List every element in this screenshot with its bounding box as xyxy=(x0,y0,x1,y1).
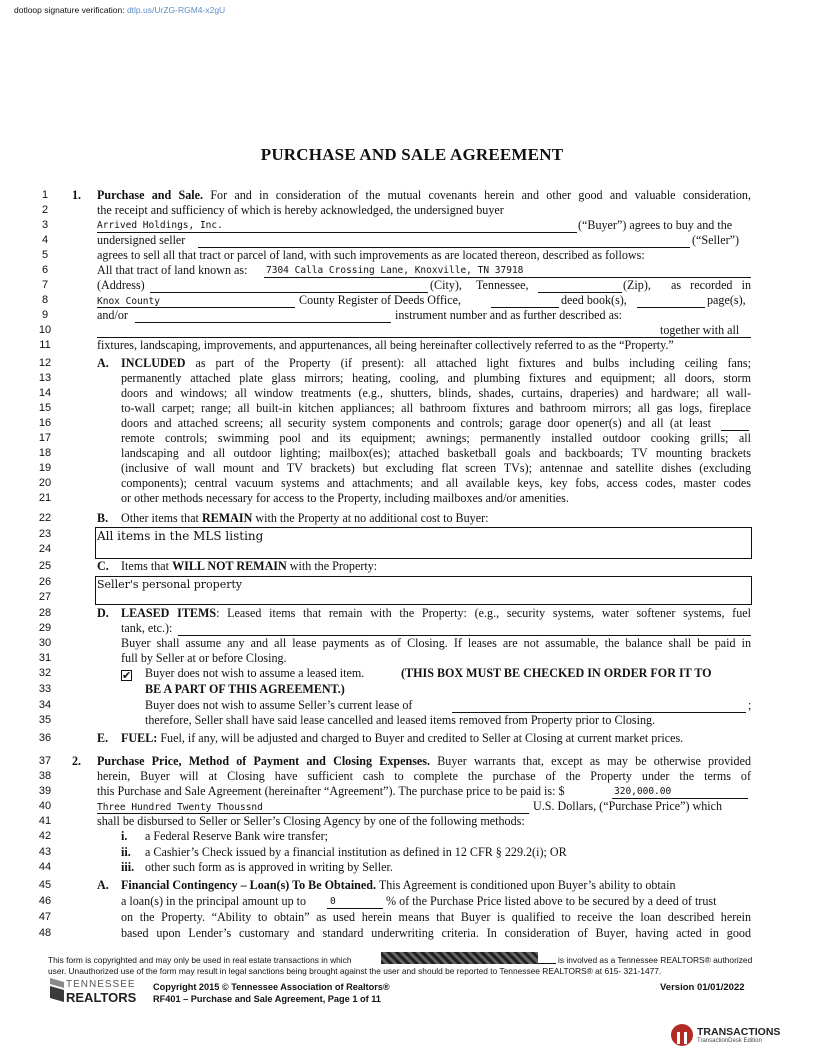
instrument-label: instrument number and as further described as: xyxy=(395,308,623,322)
line-number: 20 xyxy=(38,477,52,489)
buyer-suffix: (“Buyer”) agrees to buy and the xyxy=(578,218,733,232)
logo-line-1: TENNESSEE xyxy=(66,979,136,990)
address-label: (Address) xyxy=(97,278,145,292)
line-number: 27 xyxy=(38,591,52,603)
financial-line-2b: % of the Purchase Price listed above to be secured by a deed of trust xyxy=(386,894,717,908)
seller-prefix: undersigned seller xyxy=(97,233,186,247)
line-number: 42 xyxy=(38,830,52,842)
section-d-line-6: BE A PART OF THIS AGREEMENT.) xyxy=(145,682,345,696)
section-2-number: 2. xyxy=(72,754,82,768)
payment-method-text: other such form as is approved in writing by Seller. xyxy=(145,860,393,874)
payment-method-text: a Federal Reserve Bank wire transfer; xyxy=(145,829,329,843)
transactions-logo-icon xyxy=(671,1024,693,1046)
form-identifier: RF401 – Purchase and Sale Agreement, Page 1 of 11 xyxy=(153,994,381,1004)
section-b-bold: REMAIN xyxy=(201,511,253,525)
line-number: 3 xyxy=(41,219,49,231)
section-a-line: landscaping and all outdoor lighting; mailbox(es); attached basketball goals and backboards; TV mounting brackets xyxy=(121,446,751,460)
section-d-line-1-text: : Leased items that remain with the Property: (e.g., security systems, water softener systems, fuel xyxy=(216,606,751,620)
section-1-number: 1. xyxy=(72,188,82,202)
section-d-letter: D. xyxy=(97,606,109,620)
financial-line-1 xyxy=(121,878,676,893)
page-title: PURCHASE AND SALE AGREEMENT xyxy=(260,145,564,164)
line-number: 39 xyxy=(38,785,52,797)
loan-percent-field[interactable] xyxy=(327,908,383,909)
line-number: 44 xyxy=(38,861,52,873)
remain-items-value: All items in the MLS listing xyxy=(97,529,264,543)
section-2-line-2: herein, Buyer will at Closing have sufficient cash to complete the purchase of the Property under the terms of xyxy=(97,769,751,783)
payment-method-number: i. xyxy=(121,829,128,843)
section-b-letter: B. xyxy=(97,511,109,525)
not-remain-items-value: Seller's personal property xyxy=(97,578,243,591)
section-a-line: remote controls; swimming pool and its equipment; awnings; permanently installed outdoor cooking grills; all xyxy=(121,431,751,445)
line-number: 8 xyxy=(41,294,49,306)
line-number: 47 xyxy=(38,911,52,923)
line-number: 13 xyxy=(38,372,52,384)
section-1-text: For and in consideration of the mutual covenants herein and other good and valuable consideration, xyxy=(210,188,751,202)
financial-line-3: on the Property. “Ability to obtain” as used herein means that Buyer is qualified to receive the loan described herein xyxy=(121,910,751,924)
unauthorized-use-notice: user. Unauthorized use of the form may result in legal sanctions being brought against the user and should be reported to Tennessee REALTORS® at 615- 321-1477. xyxy=(48,966,662,976)
section-a-line: doors and windows; all window treatments (e.g., shutters, blinds, shades, curtains, draperies) and hardware; all wall- xyxy=(121,386,751,400)
section-d-line-3: Buyer shall assume any and all lease payments as of Closing. If leases are not assumable, the balance shall be paid in xyxy=(121,636,751,650)
section-d-line-5b: (THIS BOX MUST BE CHECKED IN ORDER FOR IT TO xyxy=(401,666,712,680)
line-number: 45 xyxy=(38,879,52,891)
line-number: 30 xyxy=(38,637,52,649)
section-1-heading: Purchase and Sale. xyxy=(97,188,204,202)
line-number: 18 xyxy=(38,447,52,459)
verification-label: dotloop signature verification: xyxy=(14,5,125,15)
section-a-line: doors and attached screens; all security system components and controls; garage door opener(s) and all (at least xyxy=(121,416,711,430)
financial-letter: A. xyxy=(97,878,109,892)
section-a-line-text: as part of the Property (if present): all attached light fixtures and bulbs including ceiling fans; xyxy=(195,356,751,370)
line-number: 16 xyxy=(38,417,52,429)
city-label: (City), xyxy=(430,278,462,292)
deed-label: deed book(s), xyxy=(561,293,627,307)
section-2-line-5: shall be disbursed to Seller or Seller’s Closing Agency by one of the following methods: xyxy=(97,814,525,828)
line-number: 12 xyxy=(38,357,52,369)
transactions-subtitle: TransactionDesk Edition xyxy=(697,1038,762,1044)
section-c-before: Items that xyxy=(121,559,170,573)
form-version: Version 01/01/2022 xyxy=(660,982,745,993)
tennessee-realtors-logo-icon xyxy=(50,978,64,1002)
leased-item-checkbox[interactable]: ✔ xyxy=(122,669,132,682)
state-label: Tennessee, xyxy=(476,278,529,292)
line-number: 5 xyxy=(41,249,49,261)
line-number: 10 xyxy=(38,324,52,336)
line-number: 48 xyxy=(38,927,52,939)
section-a-heading: INCLUDED xyxy=(121,356,186,370)
page-field[interactable] xyxy=(637,307,705,308)
section-e-text xyxy=(121,731,683,746)
section-a-line xyxy=(121,356,751,371)
financial-heading: Financial Contingency – Loan(s) To Be Obtained. xyxy=(121,878,377,892)
financial-line-1-text: This Agreement is conditioned upon Buyer’s ability to obtain xyxy=(378,878,676,892)
line-number: 22 xyxy=(38,512,52,524)
line-number: 14 xyxy=(38,387,52,399)
section-d-line-7: Buyer does not wish to assume Seller’s current lease of xyxy=(145,698,413,712)
section-b-before: Other items that xyxy=(121,511,199,525)
section-b-after: with the Property at no additional cost to Buyer: xyxy=(255,511,489,525)
section-d-line-2: tank, etc.): xyxy=(121,621,173,635)
line-number: 29 xyxy=(38,622,52,634)
section-c-letter: C. xyxy=(97,559,109,573)
price-words-value: Three Hundred Twenty Thoussnd xyxy=(97,802,263,813)
line-number: 38 xyxy=(38,770,52,782)
licensee-field xyxy=(538,963,556,964)
section-2-heading: Purchase Price, Method of Payment and Closing Expenses. xyxy=(97,754,430,768)
verification-link[interactable]: dtlp.us/UrZG-RGM4-x2gU xyxy=(126,5,226,15)
financial-line-4: based upon Lender’s customary and standard underwriting criteria. In consideration of Buyer, having acted in good xyxy=(121,926,751,940)
line-number: 28 xyxy=(38,607,52,619)
section-d-heading: LEASED ITEMS xyxy=(121,606,217,620)
section-e-letter: E. xyxy=(97,731,109,745)
line-number: 25 xyxy=(38,560,52,572)
section-d-line-1 xyxy=(121,606,751,621)
section-1-line-11: fixtures, landscaping, improvements, and appurtenances, all being hereinafter collectively referred to as the “Property.” xyxy=(97,338,674,352)
address-value: 7304 Calla Crossing Lane, Knoxville, TN 37918 xyxy=(266,265,524,276)
section-c-bold: WILL NOT REMAIN xyxy=(172,559,287,573)
line-number: 23 xyxy=(38,528,52,540)
line-number: 41 xyxy=(38,815,52,827)
line-number: 40 xyxy=(38,800,52,812)
section-a-line: to-wall carpet; range; all built-in kitchen appliances; all bathroom fixtures and bathroom mirrors; all gas logs, fireplace xyxy=(121,401,751,415)
purchase-price-value: 320,000.00 xyxy=(614,786,672,797)
section-d-semicolon: ; xyxy=(748,698,752,712)
line-number: 2 xyxy=(41,204,49,216)
county-value: Knox County xyxy=(97,296,160,307)
section-1-line-2: the receipt and sufficiency of which is hereby acknowledged, the undersigned buyer xyxy=(97,203,504,217)
section-d-line-8: therefore, Seller shall have said lease cancelled and leased items removed from Property prior to Closing. xyxy=(145,713,656,727)
line-number: 21 xyxy=(38,492,52,504)
line-number: 9 xyxy=(41,309,49,321)
line-number: 37 xyxy=(38,755,52,767)
section-c-after: with the Property: xyxy=(289,559,378,573)
signature-verification xyxy=(14,5,225,15)
not-remain-items-box[interactable] xyxy=(95,576,752,605)
line-number: 35 xyxy=(38,714,52,726)
section-a-line: or other methods necessary for access to the Property, including mailboxes and/or amenities. xyxy=(121,491,569,505)
section-a-letter: A. xyxy=(97,356,109,370)
payment-method-number: ii. xyxy=(121,845,131,859)
line-number: 17 xyxy=(38,432,52,444)
transactions-title: TRANSACTIONS xyxy=(697,1026,781,1038)
section-d-line-4: full by Seller at or before Closing. xyxy=(121,651,287,665)
payment-method-text: a Cashier’s Check issued by a financial institution as defined in 12 CFR § 229.2(i); OR xyxy=(145,845,567,859)
page-label: page(s), xyxy=(707,293,746,307)
loan-percent-value: 0 xyxy=(330,896,336,907)
line-number: 32 xyxy=(38,667,52,679)
andor-label: and/or xyxy=(97,308,128,322)
line-number: 43 xyxy=(38,846,52,858)
line-number: 15 xyxy=(38,402,52,414)
payment-method-number: iii. xyxy=(121,860,135,874)
dollars-label: U.S. Dollars, (“Purchase Price”) which xyxy=(533,799,723,813)
section-1-line-1 xyxy=(97,188,751,203)
section-1-line-5: agrees to sell all that tract or parcel of land, with such improvements as are located thereon, described as follows: xyxy=(97,248,645,262)
line-number: 4 xyxy=(41,234,49,246)
financial-line-2a: a loan(s) in the principal amount up to xyxy=(121,894,307,908)
section-2-line-1-text: Buyer warrants that, except as may be otherwise provided xyxy=(437,754,751,768)
notice-part-a: This form is copyrighted and may only be used in real estate transactions in which xyxy=(48,955,352,965)
line-number: 26 xyxy=(38,576,52,588)
line-number: 34 xyxy=(38,699,52,711)
line-number: 6 xyxy=(41,264,49,276)
line-number: 7 xyxy=(41,279,49,291)
copyright-text: Copyright 2015 © Tennessee Association of Realtors® xyxy=(153,982,390,992)
logo-line-2: REALTORS xyxy=(66,990,137,1005)
line-number: 33 xyxy=(38,683,52,695)
instrument-field[interactable] xyxy=(135,322,391,323)
line-number: 11 xyxy=(39,339,51,351)
section-a-line: (inclusive of wall mount and TV brackets) but excluding flat screen TVs); antennae and satellite dishes (excluding xyxy=(121,461,751,475)
section-d-line-5a: Buyer does not wish to assume a leased item. xyxy=(145,666,365,680)
land-prefix: All that tract of land known as: xyxy=(97,263,248,277)
line-number: 19 xyxy=(38,462,52,474)
county-label: County Register of Deeds Office, xyxy=(299,293,461,307)
redacted-name xyxy=(381,952,538,964)
section-a-line: components); central vacuum systems and attachments; and all available keys, key fobs, access codes, master codes xyxy=(121,476,751,490)
section-2-line-3: this Purchase and Sale Agreement (hereinafter “Agreement”). The purchase price to be paid is: $ xyxy=(97,784,565,798)
line-number: 46 xyxy=(38,895,52,907)
line-number: 31 xyxy=(38,652,52,664)
copyright-notice xyxy=(48,955,352,965)
line-number: 36 xyxy=(38,732,52,744)
section-e-body: Fuel, if any, will be adjusted and charged to Buyer and credited to Seller at Closing at current market prices. xyxy=(160,731,684,745)
together-label: together with all xyxy=(660,323,740,337)
recorded-label: as recorded in xyxy=(671,278,751,292)
section-a-line: permanently attached plate glass mirrors; heating, cooling, and plumbing fixtures and equipment; all doors, storm xyxy=(121,371,751,385)
zip-label: (Zip), xyxy=(623,278,651,292)
remain-items-box[interactable] xyxy=(95,527,752,559)
section-e-heading: FUEL: xyxy=(121,731,158,745)
notice-part-b: is involved as a Tennessee REALTORS® authorized xyxy=(558,955,753,965)
section-2-line-1 xyxy=(97,754,751,769)
seller-suffix: (“Seller”) xyxy=(692,233,739,247)
line-number: 24 xyxy=(38,543,52,555)
line-number: 1 xyxy=(41,189,49,201)
section-b-text xyxy=(121,511,488,526)
buyer-name-value: Arrived Holdings, Inc. xyxy=(97,220,223,231)
section-c-text xyxy=(121,559,377,574)
remote-count-field[interactable] xyxy=(721,430,749,431)
